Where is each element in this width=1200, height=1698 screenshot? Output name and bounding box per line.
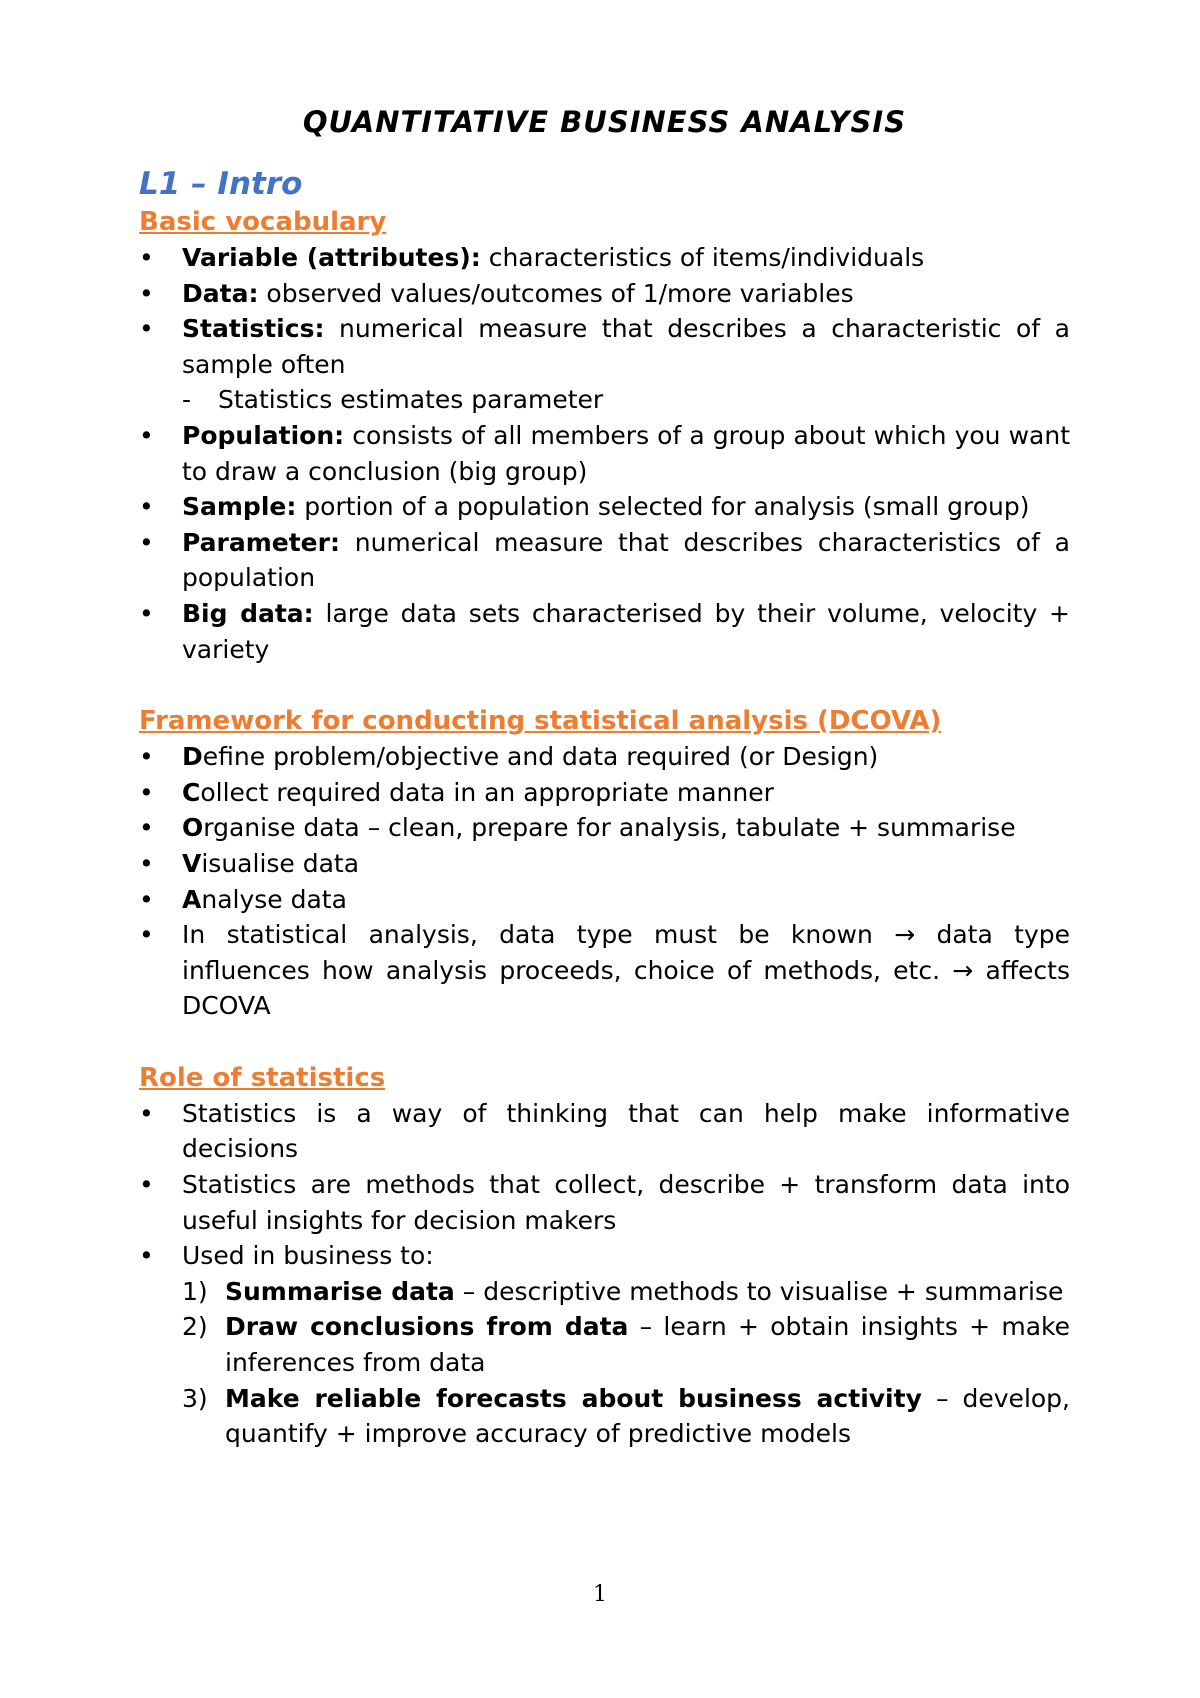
initial-letter: C — [182, 777, 201, 807]
list-item — [139, 739, 1070, 775]
list-item — [139, 525, 1070, 596]
dcova-list — [139, 739, 1070, 1024]
page-number: 1 — [593, 1582, 607, 1607]
item-number: 1) — [182, 1276, 208, 1306]
role-list — [139, 1096, 1070, 1452]
item-text: Statistics are methods that collect, describe + transform data into useful insights for decision makers — [182, 1170, 1070, 1235]
bullet-icon: • — [139, 527, 154, 557]
business-uses-list — [182, 1274, 1070, 1452]
initial-letter: O — [182, 813, 204, 843]
list-item — [139, 1096, 1070, 1167]
sub-item-text: Statistics estimates parameter — [218, 385, 604, 415]
term: Make reliable forecasts about business activity — [225, 1383, 922, 1413]
item-text: isualise data — [201, 848, 360, 878]
definition: characteristics of items/individuals — [480, 243, 925, 272]
term: Population: — [182, 420, 345, 450]
definition: large data sets characterised by their volume, velocity + variety — [182, 598, 1071, 664]
item-text: Used in business to: — [182, 1241, 434, 1271]
definition: numerical measure that describes a characteristic of a sample often — [182, 314, 1070, 379]
term: Summarise data — [225, 1276, 455, 1306]
item-text: efine problem/objective and data required (or Design) — [202, 742, 879, 772]
initial-letter: D — [182, 742, 203, 772]
document-title: QUANTITATIVE BUSINESS ANALYSIS — [302, 105, 907, 139]
term: Draw conclusions from data — [225, 1312, 629, 1342]
list-item — [139, 846, 1070, 882]
list-item — [139, 418, 1070, 489]
term: Statistics: — [182, 314, 325, 344]
list-item — [139, 489, 1070, 525]
sub-item — [182, 382, 1070, 418]
list-item — [139, 276, 1070, 312]
list-item — [139, 1167, 1070, 1238]
item-text: Statistics is a way of thinking that can help make informative decisions — [182, 1098, 1070, 1164]
item-text: ollect required data in an appropriate manner — [200, 777, 774, 807]
list-item — [139, 810, 1070, 846]
list-item — [139, 240, 1070, 276]
bullet-icon: • — [139, 278, 154, 308]
bullet-icon: • — [139, 598, 154, 628]
definition: observed values/outcomes of 1/more variables — [258, 278, 854, 308]
bullet-icon: • — [139, 243, 154, 272]
vocabulary-list — [139, 240, 1070, 667]
bullet-icon: • — [139, 777, 154, 807]
item-number: 3) — [182, 1383, 208, 1413]
lecture-heading: L1 – Intro — [139, 166, 303, 202]
list-item — [139, 311, 1070, 418]
list-item — [139, 917, 1070, 1024]
numbered-item — [182, 1381, 1070, 1452]
list-item — [139, 596, 1070, 667]
item-text: nalyse data — [201, 884, 347, 914]
definition: portion of a population selected for analysis (small group) — [296, 492, 1030, 522]
bullet-icon: • — [139, 1241, 154, 1271]
bullet-icon: • — [139, 1170, 154, 1200]
numbered-item — [182, 1309, 1070, 1380]
dash-icon: - — [182, 385, 192, 415]
section-heading-basic-vocabulary: Basic vocabulary — [139, 207, 387, 237]
bullet-icon: • — [139, 848, 154, 878]
bullet-icon: • — [139, 1098, 154, 1128]
bullet-icon: • — [139, 813, 154, 843]
bullet-icon: • — [139, 920, 154, 950]
bullet-icon: • — [139, 742, 154, 772]
list-item — [139, 1238, 1070, 1452]
bullet-icon: • — [139, 492, 154, 522]
item-text: In statistical analysis, data type must be known → data type influences how analysis proceeds, choice of methods, etc. → affects DCOVA — [182, 920, 1070, 1021]
section-heading-dcova-framework: Framework for conducting statistical analysis (DCOVA) — [139, 706, 942, 737]
list-item — [139, 882, 1070, 918]
item-text: – descriptive methods to visualise + summarise — [454, 1276, 1064, 1306]
term: Data: — [182, 278, 259, 308]
term: Sample: — [182, 492, 297, 522]
term: Parameter: — [182, 527, 340, 557]
bullet-icon: • — [139, 884, 154, 914]
definition: consists of all members of a group about which you want to draw a conclusion (big group) — [182, 420, 1070, 486]
bullet-icon: • — [139, 314, 154, 344]
bullet-icon: • — [139, 420, 154, 450]
term: Variable (attributes): — [182, 243, 481, 272]
initial-letter: V — [182, 848, 202, 878]
section-heading-role-of-statistics: Role of statistics — [139, 1062, 386, 1093]
item-text: rganise data – clean, prepare for analysis, tabulate + summarise — [203, 813, 1016, 843]
definition: numerical measure that describes characteristics of a population — [182, 527, 1070, 593]
page-content — [139, 104, 1070, 1452]
item-text: – develop, quantify + improve accuracy of predictive models — [225, 1383, 1070, 1449]
item-text: – learn + obtain insights + make inferences from data — [225, 1312, 1070, 1378]
list-item — [139, 775, 1070, 811]
initial-letter: A — [182, 884, 202, 914]
term: Big data: — [182, 598, 314, 628]
numbered-item — [182, 1274, 1070, 1310]
item-number: 2) — [182, 1312, 208, 1342]
